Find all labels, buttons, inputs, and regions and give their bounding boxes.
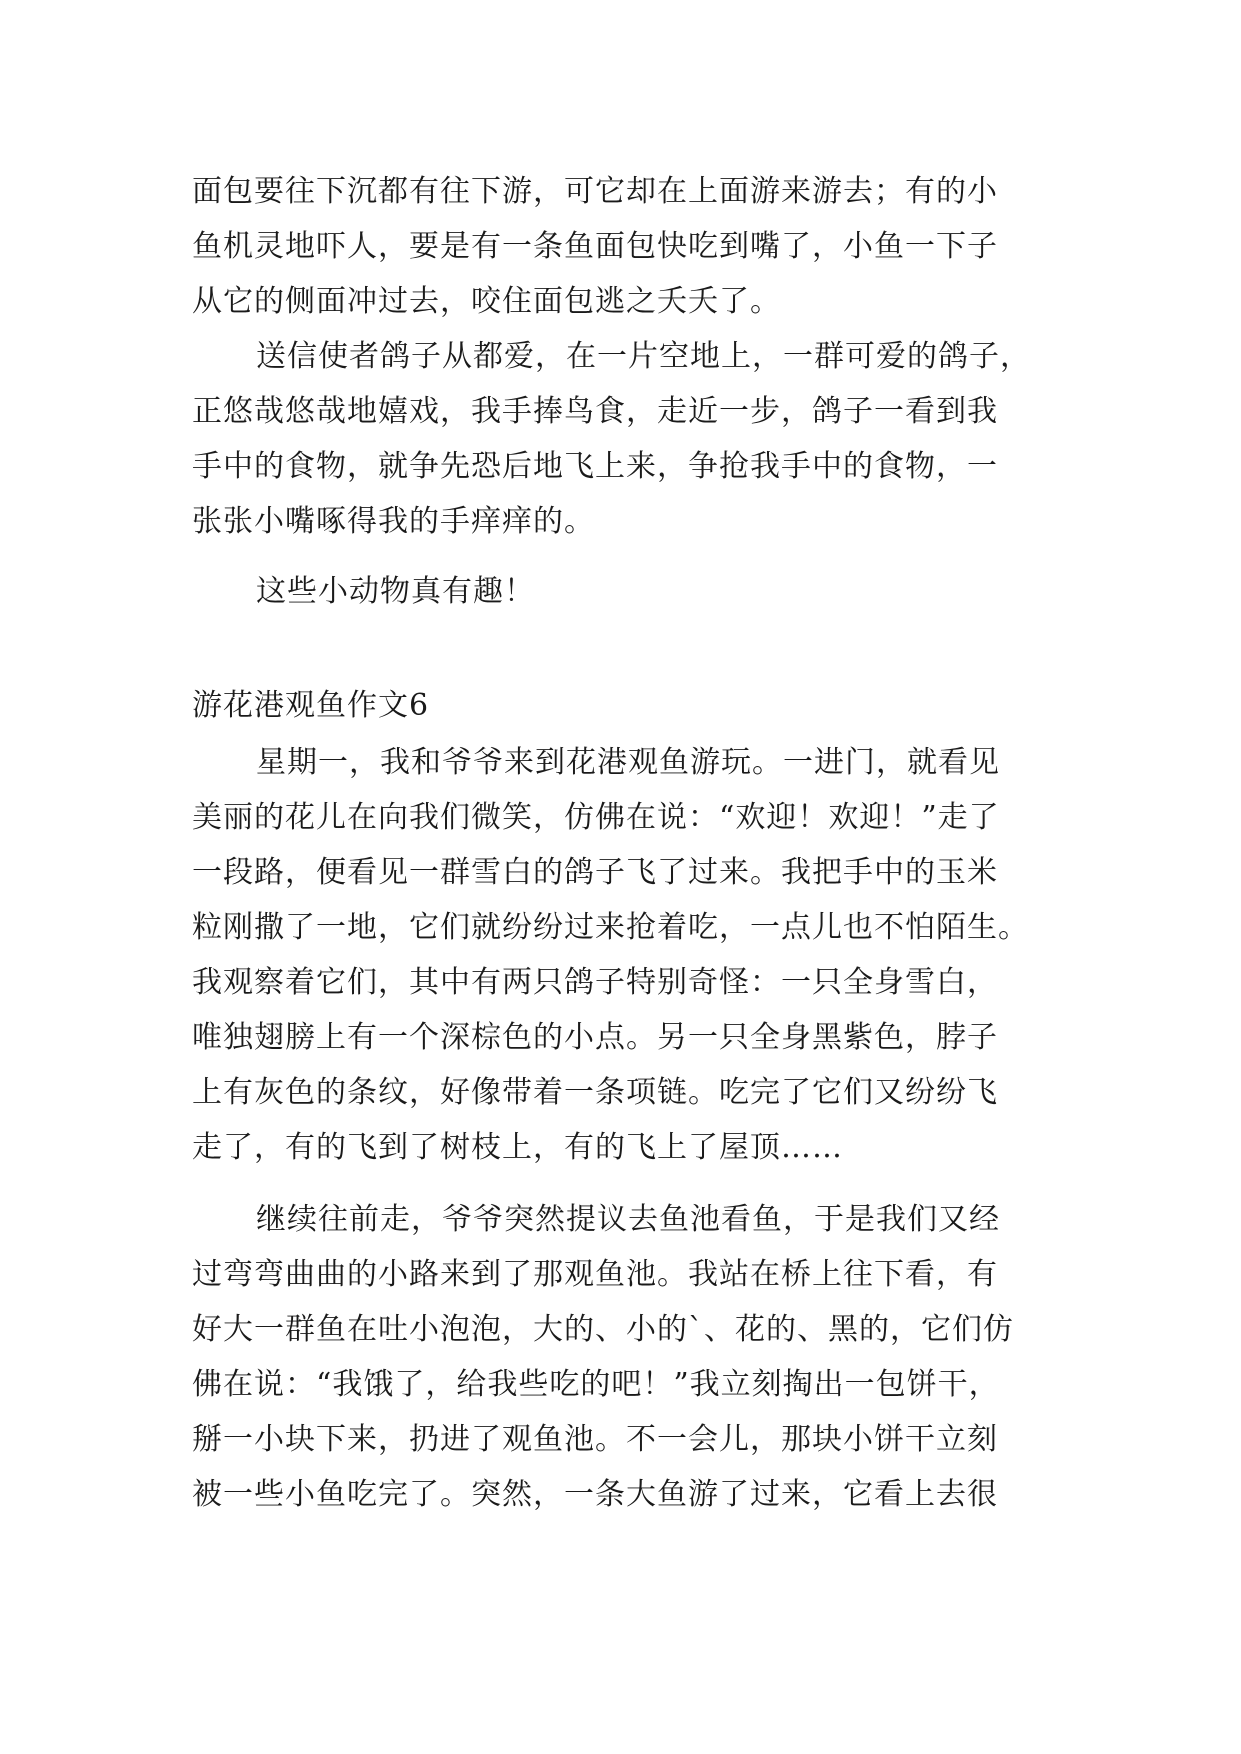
text-line: 手中的食物，就争先恐后地飞上来，争抢我手中的食物，一 <box>192 449 998 484</box>
paragraph-start-line: 继续往前走，爷爷突然提议去鱼池看鱼，于是我们又经 <box>256 1202 1000 1237</box>
text-line: 上有灰色的条纹，好像带着一条项链。吃完了它们又纷纷飞 <box>192 1075 998 1110</box>
text-line: 鱼机灵地吓人，要是有一条鱼面包快吃到嘴了，小鱼一下子 <box>192 229 998 264</box>
text-line: 掰一小块下来，扔进了观鱼池。不一会儿，那块小饼干立刻 <box>192 1422 998 1457</box>
paragraph-start-line: 送信使者鸽子从都爱，在一片空地上，一群可爱的鸽子， <box>256 339 1031 374</box>
paragraph-start-line: 这些小动物真有趣！ <box>256 574 535 609</box>
text-line: 一段路，便看见一群雪白的鸽子飞了过来。我把手中的玉米 <box>192 855 998 890</box>
text-line: 美丽的花儿在向我们微笑，仿佛在说：“欢迎！欢迎！”走了 <box>192 800 1000 835</box>
text-line: 佛在说：“我饿了，给我些吃的吧！”我立刻掏出一包饼干， <box>192 1367 1000 1402</box>
text-line: 唯独翅膀上有一个深棕色的小点。另一只全身黑紫色，脖子 <box>192 1020 998 1055</box>
section-title: 游花港观鱼作文6 <box>192 688 430 723</box>
text-line: 从它的侧面冲过去，咬住面包逃之夭夭了。 <box>192 284 781 319</box>
text-line: 走了，有的飞到了树枝上，有的飞上了屋顶…… <box>192 1130 843 1165</box>
text-line: 过弯弯曲曲的小路来到了那观鱼池。我站在桥上往下看，有 <box>192 1257 998 1292</box>
text-line: 我观察着它们，其中有两只鸽子特别奇怪：一只全身雪白， <box>192 965 998 1000</box>
paragraph-start-line: 星期一，我和爷爷来到花港观鱼游玩。一进门，就看见 <box>256 745 1000 780</box>
text-line: 面包要往下沉都有往下游，可它却在上面游来游去；有的小 <box>192 174 998 209</box>
text-line: 被一些小鱼吃完了。突然，一条大鱼游了过来，它看上去很 <box>192 1477 998 1512</box>
text-line: 好大一群鱼在吐小泡泡，大的、小的`、花的、黑的，它们仿 <box>192 1312 1014 1347</box>
text-line: 正悠哉悠哉地嬉戏，我手捧鸟食，走近一步，鸽子一看到我 <box>192 394 998 429</box>
text-line: 粒刚撒了一地，它们就纷纷过来抢着吃，一点儿也不怕陌生。 <box>192 910 1029 945</box>
text-line: 张张小嘴啄得我的手痒痒的。 <box>192 504 595 539</box>
